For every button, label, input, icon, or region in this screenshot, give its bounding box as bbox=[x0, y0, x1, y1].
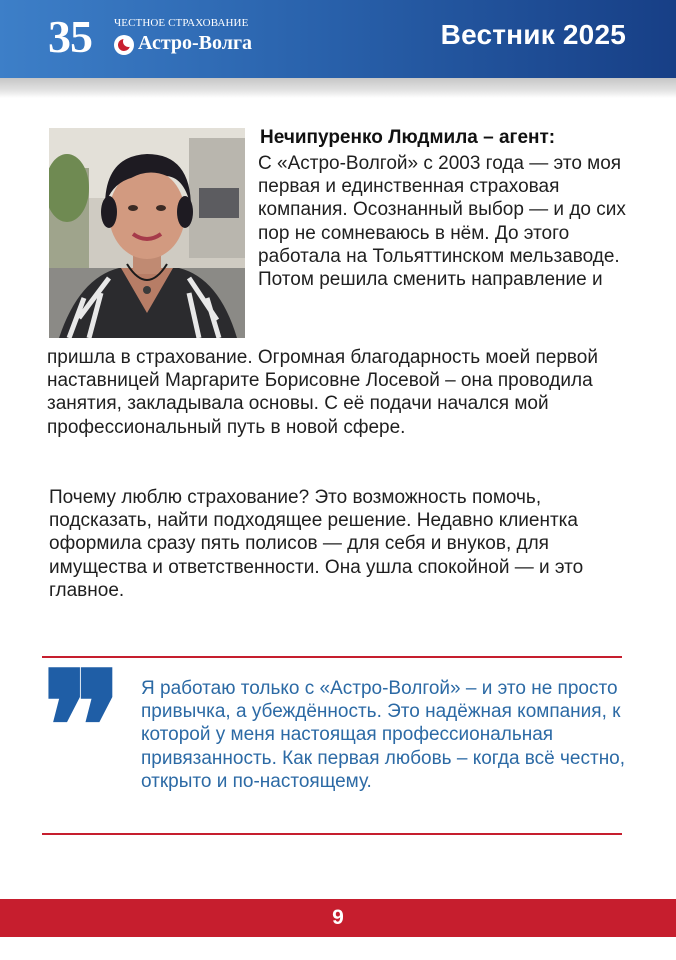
pull-quote: Я работаю только с «Астро-Волгой» – и это не просто привычка, а убеждённость. Это надёжная компания, к которой у меня настоящая профессиональная привязанность. Как первая любовь – когда всё честно, открыто и по-настоящему. bbox=[141, 678, 626, 792]
quote-top-rule bbox=[42, 656, 622, 658]
portrait-illustration bbox=[49, 128, 245, 338]
quote-marks-icon: ❞ bbox=[42, 639, 109, 815]
intro-text-beside-photo: С «Астро-Волгой» с 2003 года — это моя первая и единственная страховая компания. Осознанный выбор — и до сих пор не сомневаюсь в нём. До этого работала на Тольяттинском мельзаводе. Потом решила сменить направление и bbox=[258, 153, 626, 291]
logo-tagline: ЧЕСТНОЕ СТРАХОВАНИЕ bbox=[114, 17, 249, 29]
paragraph-why-insurance: Почему люблю страхование? Это возможность помочь, подсказать, найти подходящее решение. Недавно клиентка оформила сразу пять полисов — для себя и внуков, для имущества и ответственности. Она ушла спокойной — и это главное. bbox=[49, 487, 584, 601]
page-footer bbox=[0, 899, 676, 937]
logo-company-name: Астро-Волга bbox=[138, 32, 253, 54]
quote-bottom-rule bbox=[42, 833, 622, 835]
header-shadow-band bbox=[0, 78, 676, 98]
logo-anniversary-number: 35 bbox=[48, 11, 92, 62]
issue-title: Вестник 2025 bbox=[440, 19, 626, 50]
company-logo bbox=[48, 11, 278, 64]
author-photo bbox=[49, 128, 245, 338]
page-number: 9 bbox=[332, 906, 344, 929]
logo-emblem-icon bbox=[114, 35, 134, 55]
page-header bbox=[0, 0, 676, 78]
intro-text-continued: пришла в страхование. Огромная благодарность моей первой наставницей Маргарите Борисовне Лосевой – она проводила занятия, закладывала основы. С её подачи начался мой профессиональный путь в новой сфере. bbox=[47, 347, 598, 438]
author-heading: Нечипуренко Людмила – агент: bbox=[260, 127, 556, 148]
